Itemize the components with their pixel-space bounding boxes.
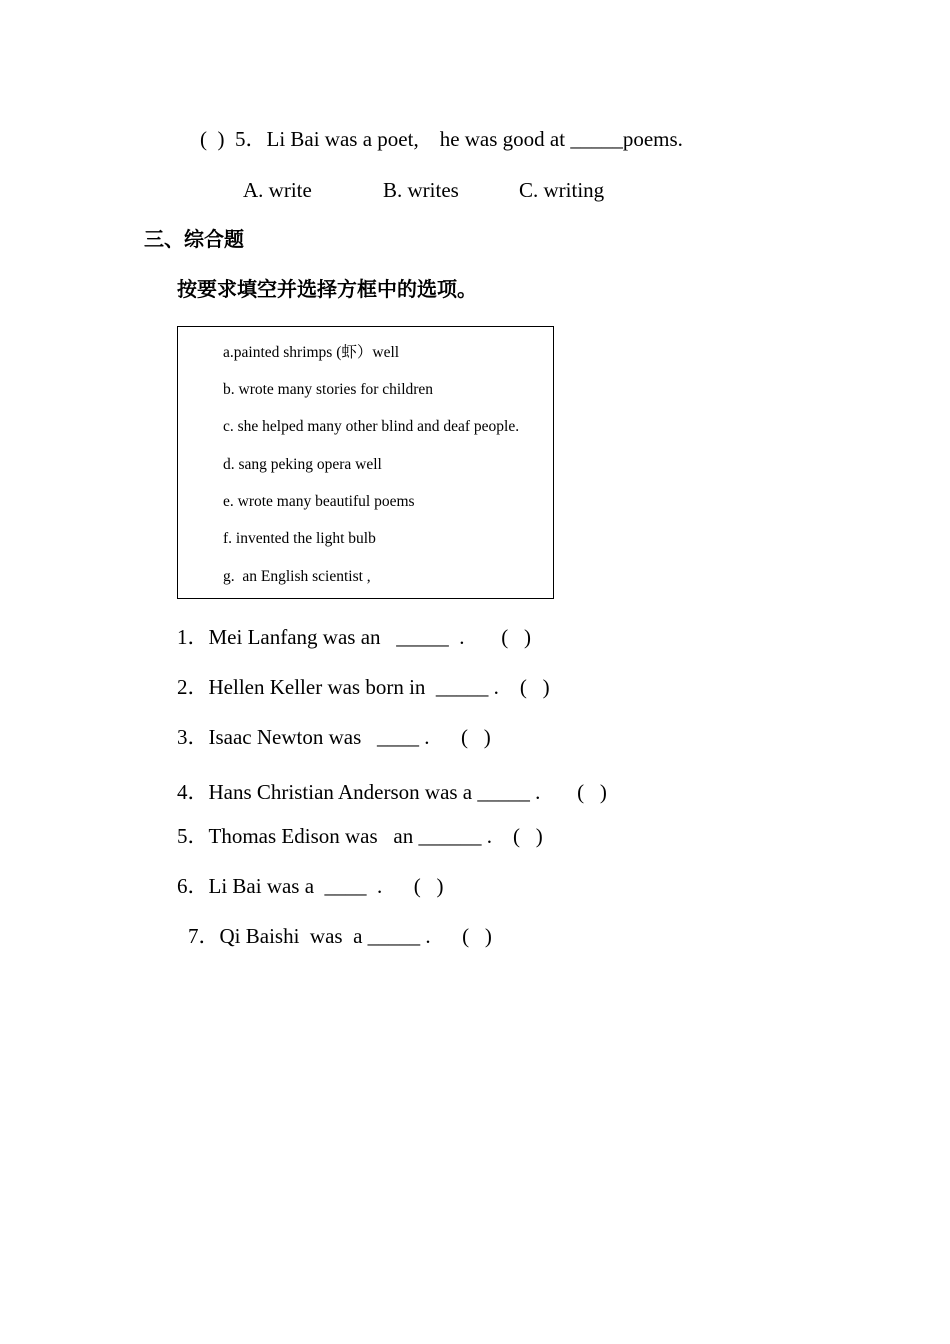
option-b: B. writes: [383, 178, 459, 202]
section-instruction: 按要求填空并选择方框中的选项。: [177, 277, 477, 301]
choice-item-e: e. wrote many beautiful poems: [223, 493, 415, 510]
question-3: 3．Isaac Newton was ____ . ( ): [177, 725, 491, 749]
choice-item-g: g. an English scientist ,: [223, 568, 371, 585]
choice-item-c: c. she helped many other blind and deaf people.: [223, 418, 520, 435]
question-1: 1．Mei Lanfang was an _____ . ( ): [177, 625, 532, 649]
question-2: 2．Hellen Keller was born in _____ . ( ): [177, 675, 550, 699]
choice-box: [177, 326, 554, 599]
choice-item-a: a.painted shrimps (虾）well: [223, 344, 400, 361]
mc-question-5: ( ) 5．Li Bai was a poet, he was good at _____poems.: [200, 127, 683, 151]
option-a: A. write: [243, 178, 312, 202]
question-6: 6．Li Bai was a ____ . ( ): [177, 874, 444, 898]
question-7: 7．Qi Baishi was a _____ . ( ): [188, 924, 492, 948]
question-4: 4．Hans Christian Anderson was a _____ . ( ): [177, 780, 607, 804]
option-c: C. writing: [519, 178, 605, 202]
question-5: 5．Thomas Edison was an ______ . ( ): [177, 824, 543, 848]
choice-item-d: d. sang peking opera well: [223, 456, 382, 473]
choice-item-b: b. wrote many stories for children: [223, 381, 434, 398]
choice-item-f: f. invented the light bulb: [223, 530, 376, 547]
section-heading: 三、综合题: [144, 227, 244, 251]
